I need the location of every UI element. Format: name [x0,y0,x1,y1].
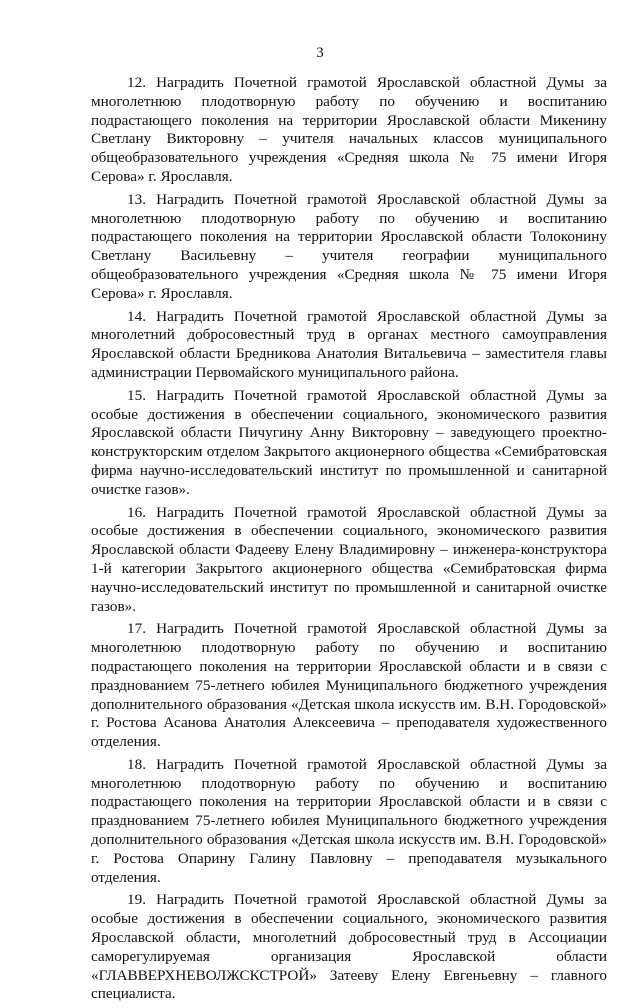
award-item-12: 12. Наградить Почетной грамотой Ярославской областной Думы за многолетнюю плодотворную работу по обучению и воспитанию подрастающего поколения на территории Ярославской области Микенину Светлану Викторовну – учителя начальных классов муниципального общеобразовательного учреждения «Средняя школа № 75 имени Игоря Серова» г. Ярославля. [91,74,607,185]
page-number: 3 [316,45,324,61]
award-item-16: 16. Наградить Почетной грамотой Ярославской областной Думы за особые достижения в обеспечении социального, экономического развития Ярославской области Фадееву Елену Владимировну – инженера-конструктора 1-й категории Закрытого акционерного общества «Семибратовская фирма научно-исследовательский институт по промышленной и санитарной очистке газов». [91,503,607,615]
award-item-18: 18. Наградить Почетной грамотой Ярославской областной Думы за многолетнюю плодотворную работу по обучению и воспитанию подрастающего поколения на территории Ярославской области и в связи с празднованием 75-летнего юбилея Муниципального бюджетного учреждения дополнительного образования «Детская школа искусств им. В.Н. Городовской» г. Ростова Опарину Галину Павловну – преподавателя музыкального отделения. [91,755,607,886]
document-body [91,74,607,1008]
award-item-19: 19. Наградить Почетной грамотой Ярославской областной Думы за особые достижения в обеспечении социального, экономического развития Ярославской области, многолетний добросовестный труд в Ассоциации саморегулируемая организация Ярославской области «ГЛАВВЕРХНЕВОЛЖСКСТРОЙ» Затееву Елену Евгеньевну – главного специалиста. [91,891,607,1003]
award-item-14: 14. Наградить Почетной грамотой Ярославской областной Думы за многолетний добросовестный труд в органах местного самоуправления Ярославской области Бредникова Анатолия Витальевича – заместителя главы администрации Первомайского муниципального района. [91,307,607,381]
award-item-17: 17. Наградить Почетной грамотой Ярославской областной Думы за многолетнюю плодотворную работу по обучению и воспитанию подрастающего поколения на территории Ярославской области и в связи с празднованием 75-летнего юбилея Муниципального бюджетного учреждения дополнительного образования «Детская школа искусств им. В.Н. Городовской» г. Ростова Асанова Анатолия Алексеевича – преподавателя художественного отделения. [91,620,607,751]
award-item-15: 15. Наградить Почетной грамотой Ярославской областной Думы за особые достижения в обеспечении социального, экономического развития Ярославской области Пичугину Анну Викторовну – заведующего проектно-конструкторским отделом Закрытого акционерного общества «Семибратовская фирма научно-исследовательский институт по промышленной и санитарной очистке газов». [91,386,607,498]
award-item-13: 13. Наградить Почетной грамотой Ярославской областной Думы за многолетнюю плодотворную работу по обучению и воспитанию подрастающего поколения на территории Ярославской области Толоконину Светлану Васильевну – учителя географии муниципального общеобразовательного учреждения «Средняя школа № 75 имени Игоря Серова» г. Ярославля. [91,190,607,302]
